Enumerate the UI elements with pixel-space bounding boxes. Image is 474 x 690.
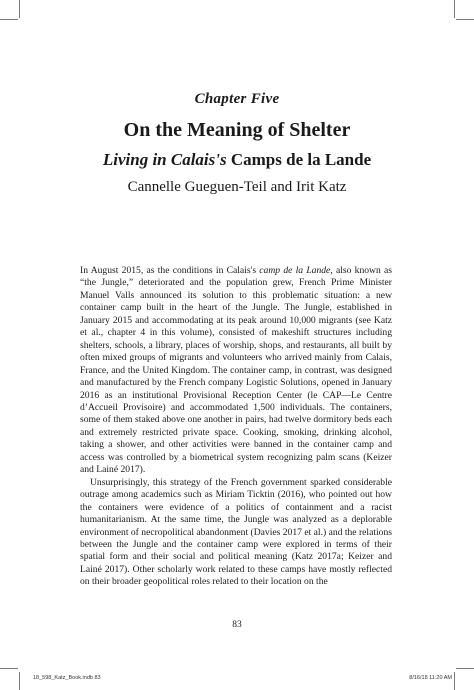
chapter-subtitle-italic: Living in Calais's xyxy=(102,150,227,169)
chapter-subtitle xyxy=(0,150,474,170)
print-slug-file: 18_598_Katz_Book.indb 83 xyxy=(33,675,101,681)
crop-mark xyxy=(454,672,455,690)
chapter-authors: Cannelle Gueguen-Teil and Irit Katz xyxy=(127,179,347,195)
paragraph-1 xyxy=(80,265,392,477)
print-slug-date: 8/16/18 11:20 AM xyxy=(409,675,452,681)
crop-mark xyxy=(454,0,455,18)
chapter-subtitle-rest: Camps de la Lande xyxy=(226,150,372,169)
chapter-label: Chapter Five xyxy=(194,91,280,107)
text-run: , also known as “the Jungle,” deteriorated and the population grew, French Prime Minister Manuel Valls announced its solution to this problematic situation: a new container camp built in the heart of the Jungle. The Jungle, established in January 2015 and accommodating at its peak around 10,000 migrants (see Katz et al., chapter 4 in this volume), consisted of makeshift structures including shelters, schools, a library, places of worship, shops, and restaurants, all built by often mixed groups of migrants and volunteers who arrived mainly from Calais, France, and the United Kingdom. The container camp, in contrast, was designed and manufactured by the French company Logistic Solutions, opened in January 2016 as an institutional Provisional Reception Center (le CAP—Le Centre d’Accueil Provisoire) and accommodated 1,500 individuals. The containers, some of them staked above one another in pairs, had twelve dormitory beds each and extremely restricted private space. Cooking, smoking, drinking alcohol, taking a shower, and other activities were banned in the container camp and access was controlled by a biometrical system recognizing palm scans (Keizer and Lainé 2017). xyxy=(80,265,392,476)
paragraph-2 xyxy=(80,477,392,589)
body-text xyxy=(80,265,392,589)
crop-mark xyxy=(19,672,20,690)
crop-mark xyxy=(0,19,18,20)
chapter-title: On the Meaning of Shelter xyxy=(123,119,351,141)
text-run: Unsurprisingly, this strategy of the French government sparked considerable outrage among academics such as Miriam Ticktin (2016), who pointed out how the containers were evidence of a politics of containment and a racist humanitarianism. At the same time, the Jungle was analyzed as a deplorable environment of necropolitical abandonment (Davies 2017 et al.) and the relations between the Jungle and the container camp were explored in terms of their spatial form and their social and political meaning (Katz 2017a; Keizer and Lainé 2017). Other scholarly work related to these camps have mostly reflected on their broader geopolitical roles related to their location on the xyxy=(80,476,392,588)
crop-mark xyxy=(0,668,18,669)
crop-mark xyxy=(456,19,474,20)
crop-mark xyxy=(19,0,20,18)
page-number: 83 xyxy=(232,620,242,630)
text-run: camp de la Lande xyxy=(259,265,331,276)
text-run: In August 2015, as the conditions in Calais's xyxy=(80,265,260,276)
crop-mark xyxy=(456,668,474,669)
